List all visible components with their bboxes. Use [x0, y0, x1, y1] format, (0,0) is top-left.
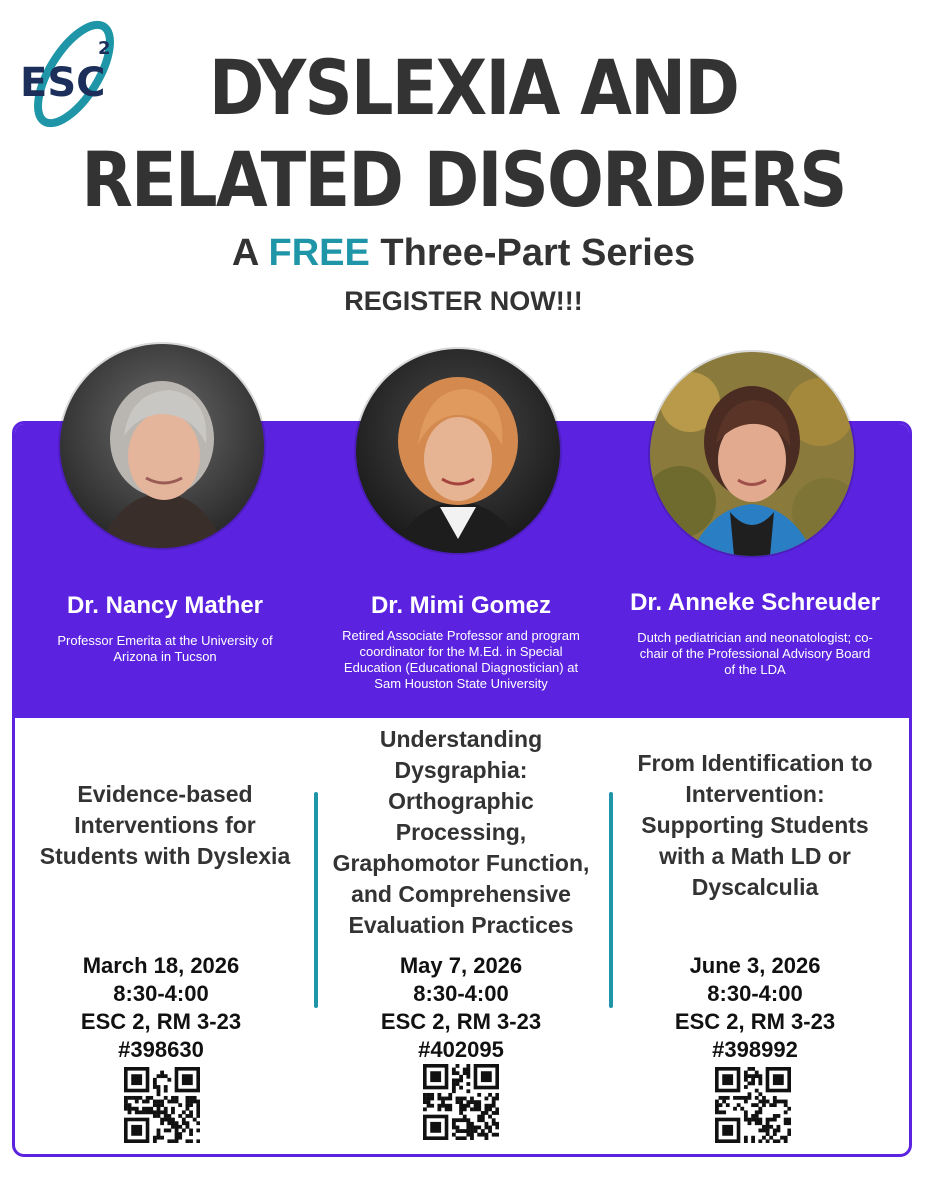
session-time: 8:30-4:00	[113, 981, 209, 1006]
session-date: March 18, 2026	[82, 953, 240, 978]
session-title-2-line: Orthographic	[388, 788, 534, 814]
session-title-2-line: Processing,	[395, 819, 527, 845]
page-subtitle	[0, 232, 927, 275]
session-code: #398630	[118, 1037, 204, 1062]
session-title-1-line: Evidence-based	[77, 781, 253, 807]
session-title-3	[615, 748, 895, 903]
page-title-line-1: DYSLEXIA AND	[208, 43, 739, 132]
session-title-3-line: with a Math LD or	[659, 843, 851, 869]
session-details-3	[625, 952, 885, 1064]
session-title-3-line: Supporting Students	[641, 812, 869, 838]
register-now-callout: REGISTER NOW!!!	[344, 286, 583, 316]
speaker-photo-2	[356, 349, 560, 553]
column-divider	[609, 792, 613, 1008]
speaker-name-2: Dr. Mimi Gomez	[370, 592, 552, 619]
qr-code-session-3[interactable]	[715, 1067, 791, 1143]
speaker-name-1: Dr. Nancy Mather	[66, 592, 264, 619]
session-title-2-line: Understanding	[379, 726, 543, 752]
session-details-1	[31, 952, 291, 1064]
logo-text: ESC	[20, 60, 106, 106]
session-title-2-line: and Comprehensive	[351, 881, 571, 907]
session-details-2	[331, 952, 591, 1064]
column-divider	[314, 792, 318, 1008]
subtitle-free: FREE	[268, 232, 370, 274]
session-title-2-line: Evaluation Practices	[348, 912, 574, 938]
session-time: 8:30-4:00	[707, 981, 803, 1006]
subtitle-prefix: A	[231, 232, 269, 274]
qr-code-session-1[interactable]	[124, 1067, 200, 1143]
session-title-2	[321, 724, 601, 941]
session-location: ESC 2, RM 3-23	[380, 1009, 542, 1034]
session-title-1-line: Interventions for	[74, 812, 256, 838]
subtitle-suffix: Three-Part Series	[369, 232, 696, 274]
session-title-3-line: Intervention:	[685, 781, 825, 807]
session-title-3-line: Dyscalculia	[691, 874, 819, 900]
speaker-role-3: Dutch pediatrician and neonatologist; co-chair of the Professional Advisory Board of the LDA	[637, 630, 873, 677]
session-location: ESC 2, RM 3-23	[80, 1009, 242, 1034]
session-title-2-line: Graphomotor Function,	[332, 850, 590, 876]
page-title-line-2: RELATED DISORDERS	[81, 135, 846, 224]
session-title-2-line: Dysgraphia:	[394, 757, 528, 783]
session-time: 8:30-4:00	[413, 981, 509, 1006]
session-title-3-line: From Identification to	[637, 750, 873, 776]
session-location: ESC 2, RM 3-23	[674, 1009, 836, 1034]
speaker-role-1: Professor Emerita at the University of Arizona in Tucson	[57, 633, 273, 664]
speaker-photo-1	[60, 344, 264, 548]
session-title-1	[15, 779, 315, 872]
session-date: June 3, 2026	[689, 953, 821, 978]
session-title-1-line: Students with Dyslexia	[39, 843, 291, 869]
logo-superscript: 2	[98, 38, 111, 59]
speaker-name-3: Dr. Anneke Schreuder	[630, 589, 880, 616]
speaker-photo-3	[650, 352, 854, 556]
speaker-role-2: Retired Associate Professor and program coordinator for the M.Ed. in Special Education (Educational Diagnostician) at Sam Houston State University	[342, 628, 580, 691]
session-code: #398992	[712, 1037, 798, 1062]
qr-code-session-2[interactable]	[423, 1064, 499, 1140]
session-date: May 7, 2026	[399, 953, 523, 978]
session-code: #402095	[418, 1037, 504, 1062]
